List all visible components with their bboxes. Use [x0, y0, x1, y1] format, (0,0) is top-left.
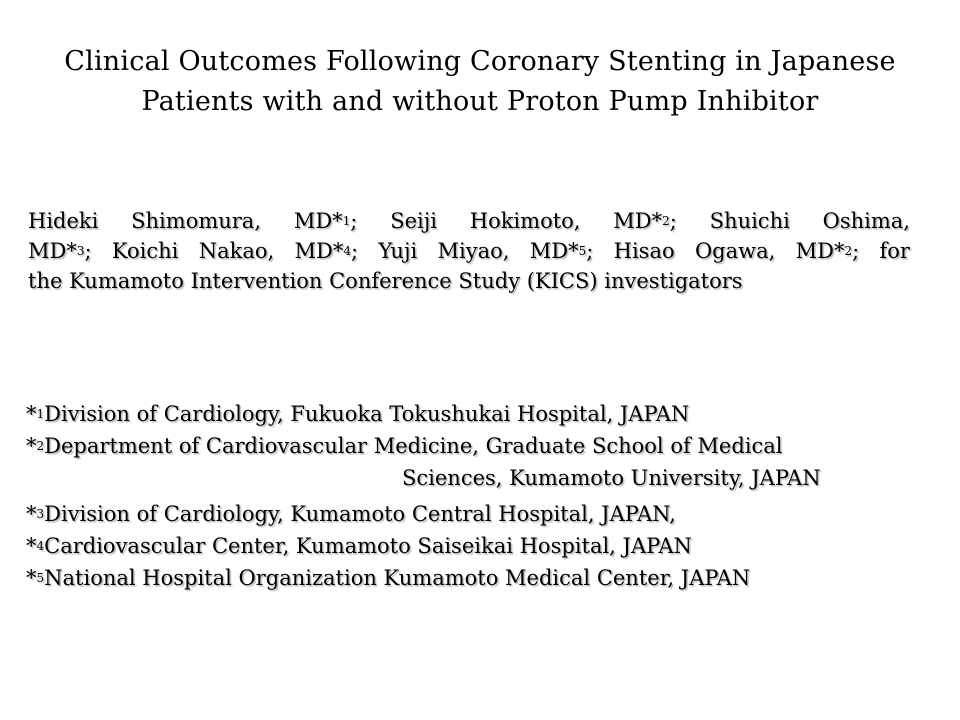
title-line-2: Patients with and without Proton Pump Inhibitor	[141, 86, 819, 117]
author-separator: ;	[84, 239, 92, 263]
affiliation-prefix: *	[26, 534, 37, 558]
affiliation-text: Division of Cardiology, Kumamoto Central Hospital, JAPAN,	[44, 502, 676, 526]
title-line-1: Clinical Outcomes Following Coronary Stenting in Japanese	[64, 46, 896, 77]
affiliation-mark: 1	[36, 407, 45, 421]
author-separator: ;	[350, 209, 358, 233]
affiliation-4	[26, 530, 926, 562]
author-name: Hideki Shimomura, MD*	[28, 209, 343, 233]
author-name: MD*	[28, 239, 77, 263]
affiliation-mark: 1	[342, 214, 351, 228]
author-name: Seiji Hokimoto, MD*	[390, 209, 663, 233]
slide-title	[20, 42, 940, 122]
affiliation-mark: 3	[76, 244, 85, 258]
author-name: Hisao Ogawa, MD*	[613, 239, 845, 263]
affiliation-1	[26, 398, 926, 430]
affiliation-5	[26, 562, 926, 594]
affiliation-mark: 5	[36, 571, 45, 585]
affiliation-text: National Hospital Organization Kumamoto Medical Center, JAPAN	[44, 566, 751, 590]
affiliation-mark: 3	[36, 507, 45, 521]
author-line-2	[28, 236, 910, 266]
affiliation-prefix: *	[26, 402, 37, 426]
affiliation-mark: 2	[662, 214, 670, 228]
author-line-3: the Kumamoto Intervention Conference Study (KICS) investigators	[28, 269, 743, 293]
affiliation-text: Department of Cardiovascular Medicine, Graduate School of Medical	[44, 434, 783, 458]
affiliation-prefix: *	[26, 434, 37, 458]
affiliation-prefix: *	[26, 502, 37, 526]
author-separator: ; for	[852, 239, 910, 263]
affiliation-prefix: *	[26, 566, 37, 590]
affiliation-mark: 4	[36, 539, 45, 553]
author-separator: ;	[350, 239, 359, 263]
author-name: Koichi Nakao, MD*	[111, 239, 344, 263]
affiliation-list	[26, 398, 926, 594]
affiliation-text: Division of Cardiology, Fukuoka Tokushukai Hospital, JAPAN	[44, 402, 690, 426]
affiliation-3	[26, 498, 926, 530]
author-separator: ;	[669, 209, 677, 233]
author-list	[28, 206, 910, 296]
affiliation-text: Cardiovascular Center, Kumamoto Saiseikai Hospital, JAPAN	[44, 534, 692, 558]
affiliation-mark: 5	[578, 244, 587, 258]
affiliation-2-continuation: Sciences, Kumamoto University, JAPAN	[402, 466, 821, 490]
affiliation-mark: 2	[36, 439, 45, 453]
author-separator: ;	[586, 239, 594, 263]
author-name: Shuichi Oshima,	[709, 209, 910, 233]
affiliation-2	[26, 430, 926, 462]
author-line-1	[28, 206, 910, 236]
affiliation-mark: 2	[844, 244, 853, 258]
affiliation-mark: 4	[343, 244, 351, 258]
author-name: Yuji Miyao, MD*	[378, 239, 579, 263]
